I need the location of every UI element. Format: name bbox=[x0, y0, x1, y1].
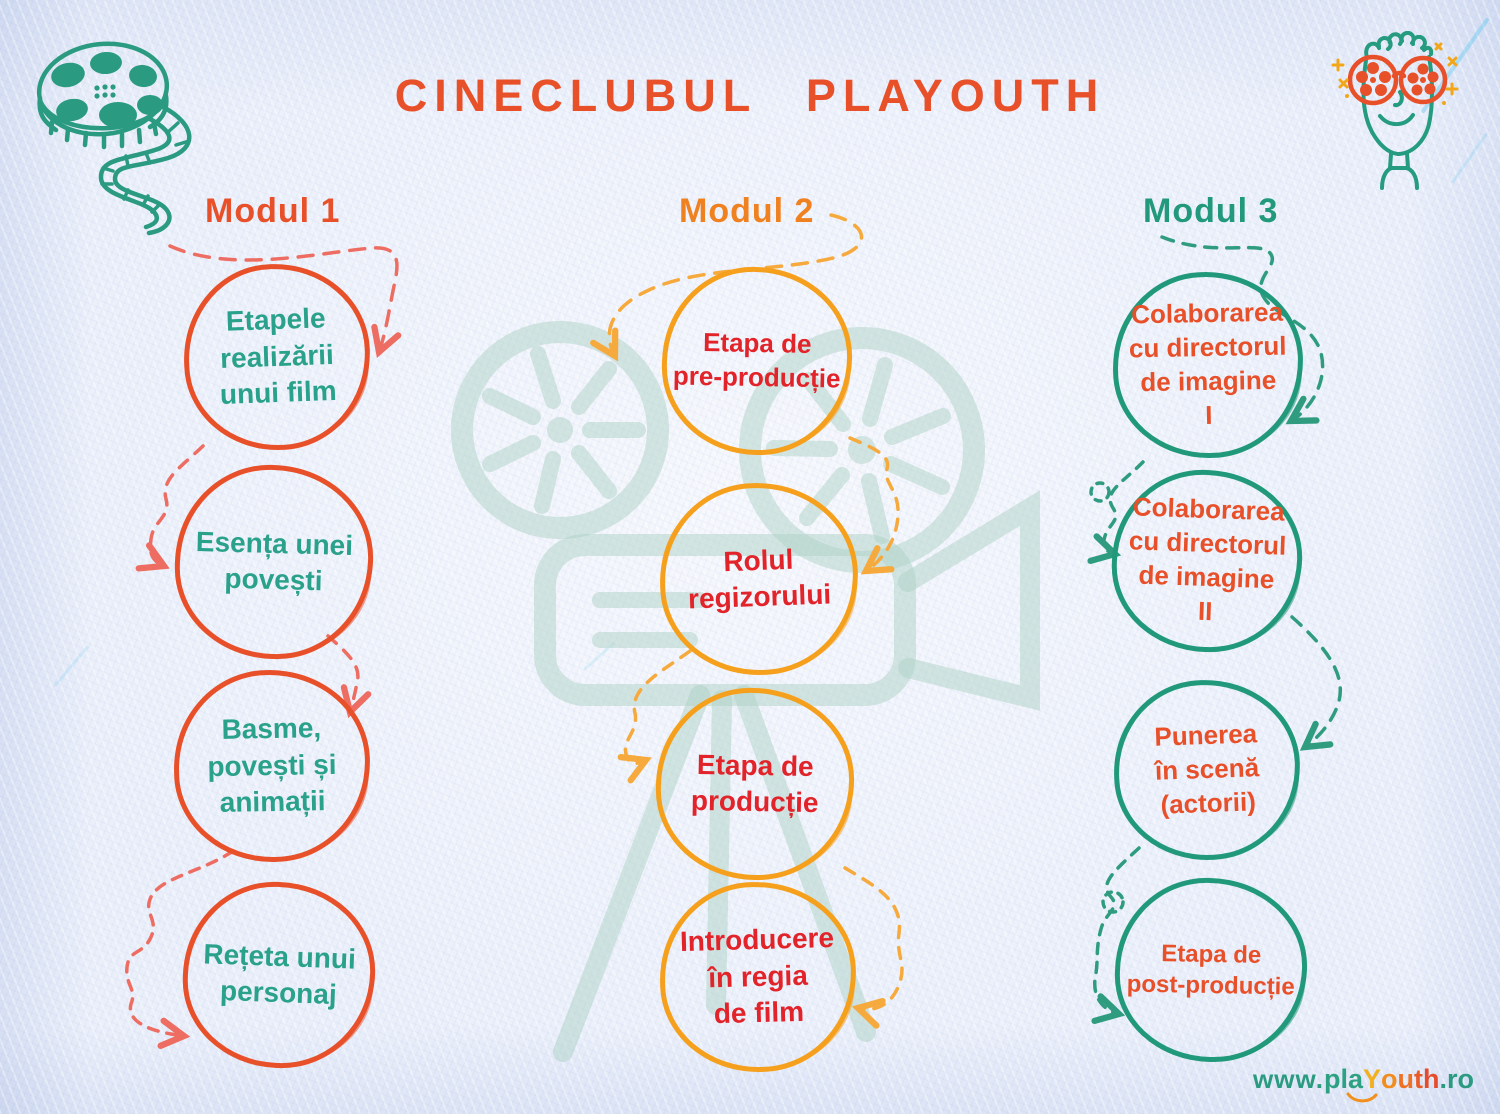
topic-line: Introducere bbox=[679, 922, 835, 958]
topic-line: unui film bbox=[219, 375, 338, 411]
logo-segment: o bbox=[1380, 1064, 1398, 1094]
logo-segment: h bbox=[1422, 1064, 1440, 1094]
footer-logo[interactable] bbox=[1253, 1064, 1474, 1095]
topic-line: (actorii) bbox=[1159, 786, 1257, 820]
topic-circle-m1-1 bbox=[181, 261, 373, 453]
topic-circle-m2-3 bbox=[654, 686, 855, 881]
topic-line: personaj bbox=[219, 974, 338, 1011]
topic-line: Esența unei bbox=[195, 525, 354, 561]
topic-circle-m3-3 bbox=[1111, 677, 1303, 863]
topic-line: post-producție bbox=[1126, 970, 1295, 1001]
topic-line: Rețeta unui bbox=[202, 937, 357, 975]
topic-circle-m2-4 bbox=[658, 879, 859, 1074]
topic-line: povești și bbox=[207, 748, 337, 782]
logo-segment: pla bbox=[1323, 1064, 1363, 1094]
page-title: CINECLUBUL PLAYOUTH bbox=[394, 70, 1106, 121]
topic-circle-m1-3 bbox=[172, 668, 371, 863]
topic-line: cu directorul bbox=[1128, 330, 1287, 364]
topic-line: de imagine bbox=[1138, 559, 1275, 595]
topic-line: povești bbox=[224, 562, 323, 597]
logo-smile-icon bbox=[1345, 1091, 1379, 1105]
module-1-heading: Modul 1 bbox=[205, 192, 341, 230]
module-3-heading: Modul 3 bbox=[1143, 192, 1279, 230]
topic-line: Etapele bbox=[225, 302, 327, 338]
topic-circle-m1-2 bbox=[172, 462, 375, 661]
topic-line: de film bbox=[713, 995, 805, 1030]
topic-line: animații bbox=[219, 785, 326, 819]
topic-line: de imagine bbox=[1140, 364, 1277, 398]
logo-segment: t bbox=[1413, 1064, 1423, 1094]
topic-circle-m3-1 bbox=[1111, 270, 1304, 459]
topic-line: Rolul bbox=[722, 543, 794, 577]
topic-line: pre-producție bbox=[672, 360, 841, 394]
topic-line: Basme, bbox=[221, 712, 322, 746]
topic-line: II bbox=[1197, 595, 1213, 627]
topic-line: în regia bbox=[707, 959, 809, 994]
logo-segment: u bbox=[1397, 1064, 1414, 1094]
topic-line: regizorului bbox=[687, 578, 832, 615]
module-2-heading: Modul 2 bbox=[679, 192, 815, 230]
logo-segment: .ro bbox=[1439, 1064, 1474, 1094]
topic-circle-m3-4 bbox=[1113, 876, 1308, 1063]
logo-segment: Y bbox=[1362, 1064, 1381, 1094]
topic-circle-m1-4 bbox=[180, 879, 378, 1072]
topic-line: în scenă bbox=[1154, 752, 1260, 786]
topic-line: Etapa de bbox=[696, 748, 814, 782]
topic-line: Colaborarea bbox=[1132, 491, 1286, 528]
topic-line: Etapa de bbox=[1161, 939, 1262, 969]
topic-line: I bbox=[1204, 399, 1213, 430]
topic-circle-m2-2 bbox=[657, 480, 862, 679]
topic-line: producție bbox=[690, 784, 819, 819]
topic-circle-m3-2 bbox=[1109, 467, 1305, 656]
topic-line: Colaborarea bbox=[1130, 297, 1284, 330]
topic-line: Punerea bbox=[1153, 718, 1258, 753]
topic-line: realizării bbox=[219, 338, 335, 374]
topic-line: cu directorul bbox=[1128, 525, 1287, 561]
topic-circle-m2-1 bbox=[660, 265, 853, 456]
logo-segment: www. bbox=[1253, 1064, 1324, 1094]
topic-line: Etapa de bbox=[702, 327, 812, 360]
